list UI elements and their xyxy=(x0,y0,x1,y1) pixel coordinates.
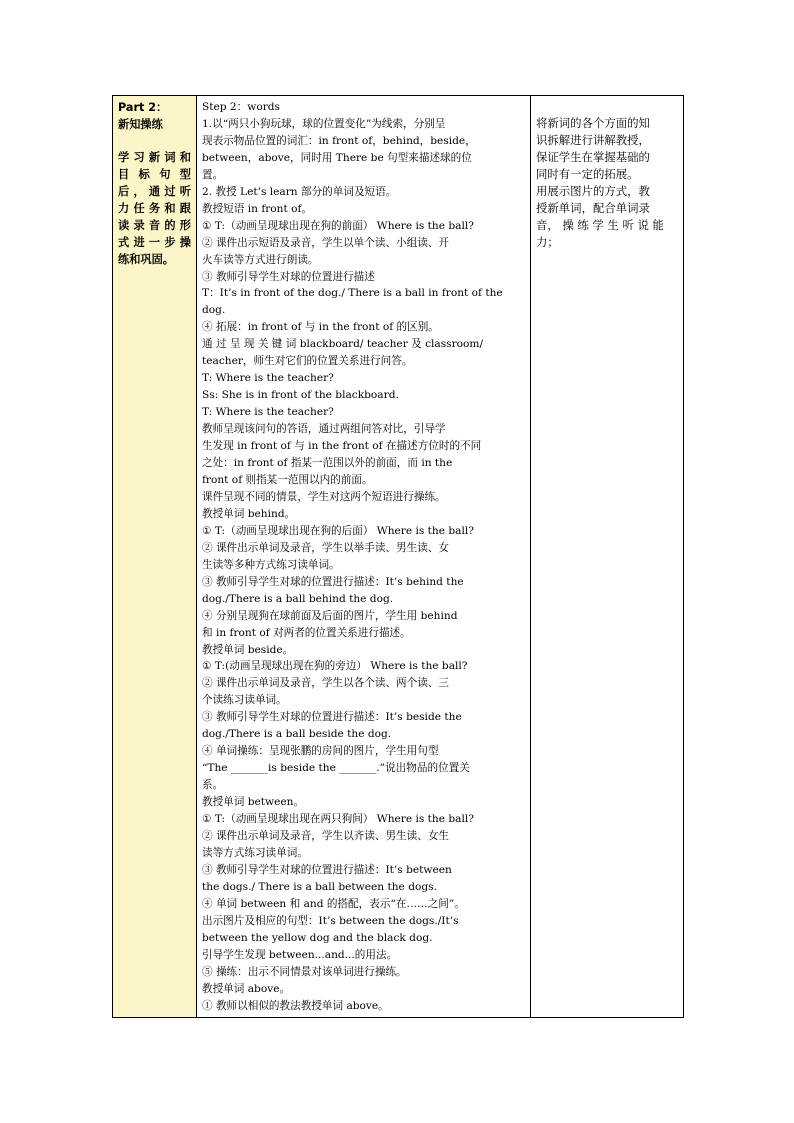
text-line: “The _______is beside the _______.”说出物品的位置关 xyxy=(202,762,470,775)
text-line: ① 教师以相似的教法教授单词 above。 xyxy=(202,999,389,1012)
text-line: dog. xyxy=(202,304,226,317)
text-line: ⑤ 操练：出示不同情景对该单词进行操练。 xyxy=(202,965,407,978)
text-line: 教授单词 above。 xyxy=(202,982,291,995)
text-line: 置。 xyxy=(202,168,224,181)
text-line: 同时有一定的拓展。 xyxy=(536,167,639,181)
text-line: ② 课件出示单词及录音，学生以举手读、男生读、女 xyxy=(202,541,450,554)
text-line: ② 课件出示单词及录音，学生以各个读、两个读、三 xyxy=(202,677,450,690)
text-line: dog./There is a ball beside the dog. xyxy=(202,728,392,741)
text-line: front of 则指某一范围以内的前面。 xyxy=(202,473,373,486)
text-line: 保证学生在掌握基础的 xyxy=(536,150,650,164)
text-line: 课件呈现不同的情景，学生对这两个短语进行操练。 xyxy=(202,490,446,503)
text-line: 1.以“两只小狗玩球，球的位置变化”为线索，分别呈 xyxy=(202,117,446,130)
text-line: teacher，师生对它们的位置关系进行问答。 xyxy=(202,355,413,368)
description-line: 力任务和跟 xyxy=(118,202,191,215)
text-line: ③ 教师引导学生对球的位置进行描述 xyxy=(202,270,375,283)
text-line: 力； xyxy=(536,235,559,249)
part-description xyxy=(118,149,191,268)
description-line: 后，通过听 xyxy=(118,185,191,198)
table-row xyxy=(113,96,684,1018)
description-line: 练和巩固。 xyxy=(118,253,174,266)
description-line: 目 标 句 型 xyxy=(118,168,191,181)
text-line: ① T:（动画呈现球出现在两只狗间） Where is the ball? xyxy=(202,813,474,826)
text-line: 和 in front of 对两者的位置关系进行描述。 xyxy=(202,626,411,639)
text-line: 教授单词 beside。 xyxy=(202,643,294,656)
text-line: 现表示物品位置的词汇：in front of，behind，beside， xyxy=(202,134,476,147)
description-line: 式进一步操 xyxy=(118,236,191,249)
text-line: 将新词的各个方面的知 xyxy=(536,116,650,130)
text-line: ② 课件出示单词及录音，学生以齐读、男生读、女生 xyxy=(202,829,450,842)
text-line: 识拆解进行讲解教授， xyxy=(536,133,650,147)
text-line: 火车读等方式进行朗读。 xyxy=(202,253,319,266)
text-line: 生发现 in front of 与 in the front of 在描述方位时的不同 xyxy=(202,440,482,453)
intent-cell xyxy=(531,96,684,1018)
text-line: 用展示图片的方式，教 xyxy=(536,184,650,198)
lesson-plan-table xyxy=(112,95,684,1018)
description-line: 学习新词和 xyxy=(118,151,191,164)
text-line: 生读等多种方式练习读单词。 xyxy=(202,558,340,571)
process-text xyxy=(202,99,525,1014)
text-line: 2. 教授 Let’s learn 部分的单词及短语。 xyxy=(202,185,397,198)
text-line: 读等方式练习读单词。 xyxy=(202,846,308,859)
text-line: 出示图片及相应的句型：It’s between the dogs./It’s xyxy=(202,914,459,927)
part-name: 新知操练 xyxy=(118,118,163,131)
text-line: between the yellow dog and the black dog. xyxy=(202,931,433,944)
text-line: ② 课件出示短语及录音，学生以单个读、小组读、开 xyxy=(202,236,450,249)
part-title: Part 2： xyxy=(118,101,168,114)
text-line: 系。 xyxy=(202,779,224,792)
text-line: ① T:（动画呈现球出现在狗的后面） Where is the ball? xyxy=(202,524,474,537)
text-line: T：It’s in front of the dog./ There is a ball in front of the xyxy=(202,287,503,300)
text-line: 个读练习读单词。 xyxy=(202,694,287,707)
text-line: Step 2：words xyxy=(202,101,280,113)
text-line: 通 过 呈 现 关 键 词 blackboard/ teacher 及 classroom/ xyxy=(202,338,484,351)
text-line: 授新单词，配合单词录 xyxy=(536,201,650,215)
text-line: 音， 操 练 学 生 听 说 能 xyxy=(536,218,664,232)
text-line: 引导学生发现 between...and...的用法。 xyxy=(202,948,398,961)
text-line: 教授单词 between。 xyxy=(202,796,305,809)
stage-cell xyxy=(113,96,197,1018)
text-line: ① T:（动画呈现球出现在狗的前面） Where is the ball? xyxy=(202,219,474,232)
text-line: ① T:(动画呈现球出现在狗的旁边） Where is the ball? xyxy=(202,660,468,673)
text-line: 教师呈现该问句的答语，通过两组问答对比，引导学 xyxy=(202,423,446,436)
text-line: ④ 单词 between 和 and 的搭配，表示“在……之间”。 xyxy=(202,897,465,910)
text-line: between，above，同时用 There be 句型来描述球的位 xyxy=(202,151,472,164)
text-line: ③ 教师引导学生对球的位置进行描述：It’s behind the xyxy=(202,575,464,588)
text-line: ④ 分别呈现狗在球前面及后面的图片，学生用 behind xyxy=(202,609,458,622)
text-line: 教授单词 behind。 xyxy=(202,507,296,520)
intent-text xyxy=(536,115,678,251)
text-line: Ss: She is in front of the blackboard. xyxy=(202,389,399,402)
text-line: ③ 教师引导学生对球的位置进行描述：It’s between xyxy=(202,863,452,876)
process-cell xyxy=(197,96,531,1018)
text-line: ④ 拓展：in front of 与 in the front of 的区别。 xyxy=(202,321,439,334)
text-line: ③ 教师引导学生对球的位置进行描述：It’s beside the xyxy=(202,711,462,724)
text-line: 教授短语 in front of。 xyxy=(202,202,313,215)
text-line: the dogs./ There is a ball between the dogs. xyxy=(202,880,437,893)
text-line: dog./There is a ball behind the dog. xyxy=(202,592,394,605)
text-line: 之处：in front of 指某一范围以外的前面，而 in the xyxy=(202,457,453,470)
description-line: 读录音的形 xyxy=(118,219,191,232)
text-line: T: Where is the teacher? xyxy=(202,372,334,385)
text-line: T: Where is the teacher? xyxy=(202,406,334,419)
text-line: ④ 单词操练：呈现张鹏的房间的图片，学生用句型 xyxy=(202,745,439,758)
